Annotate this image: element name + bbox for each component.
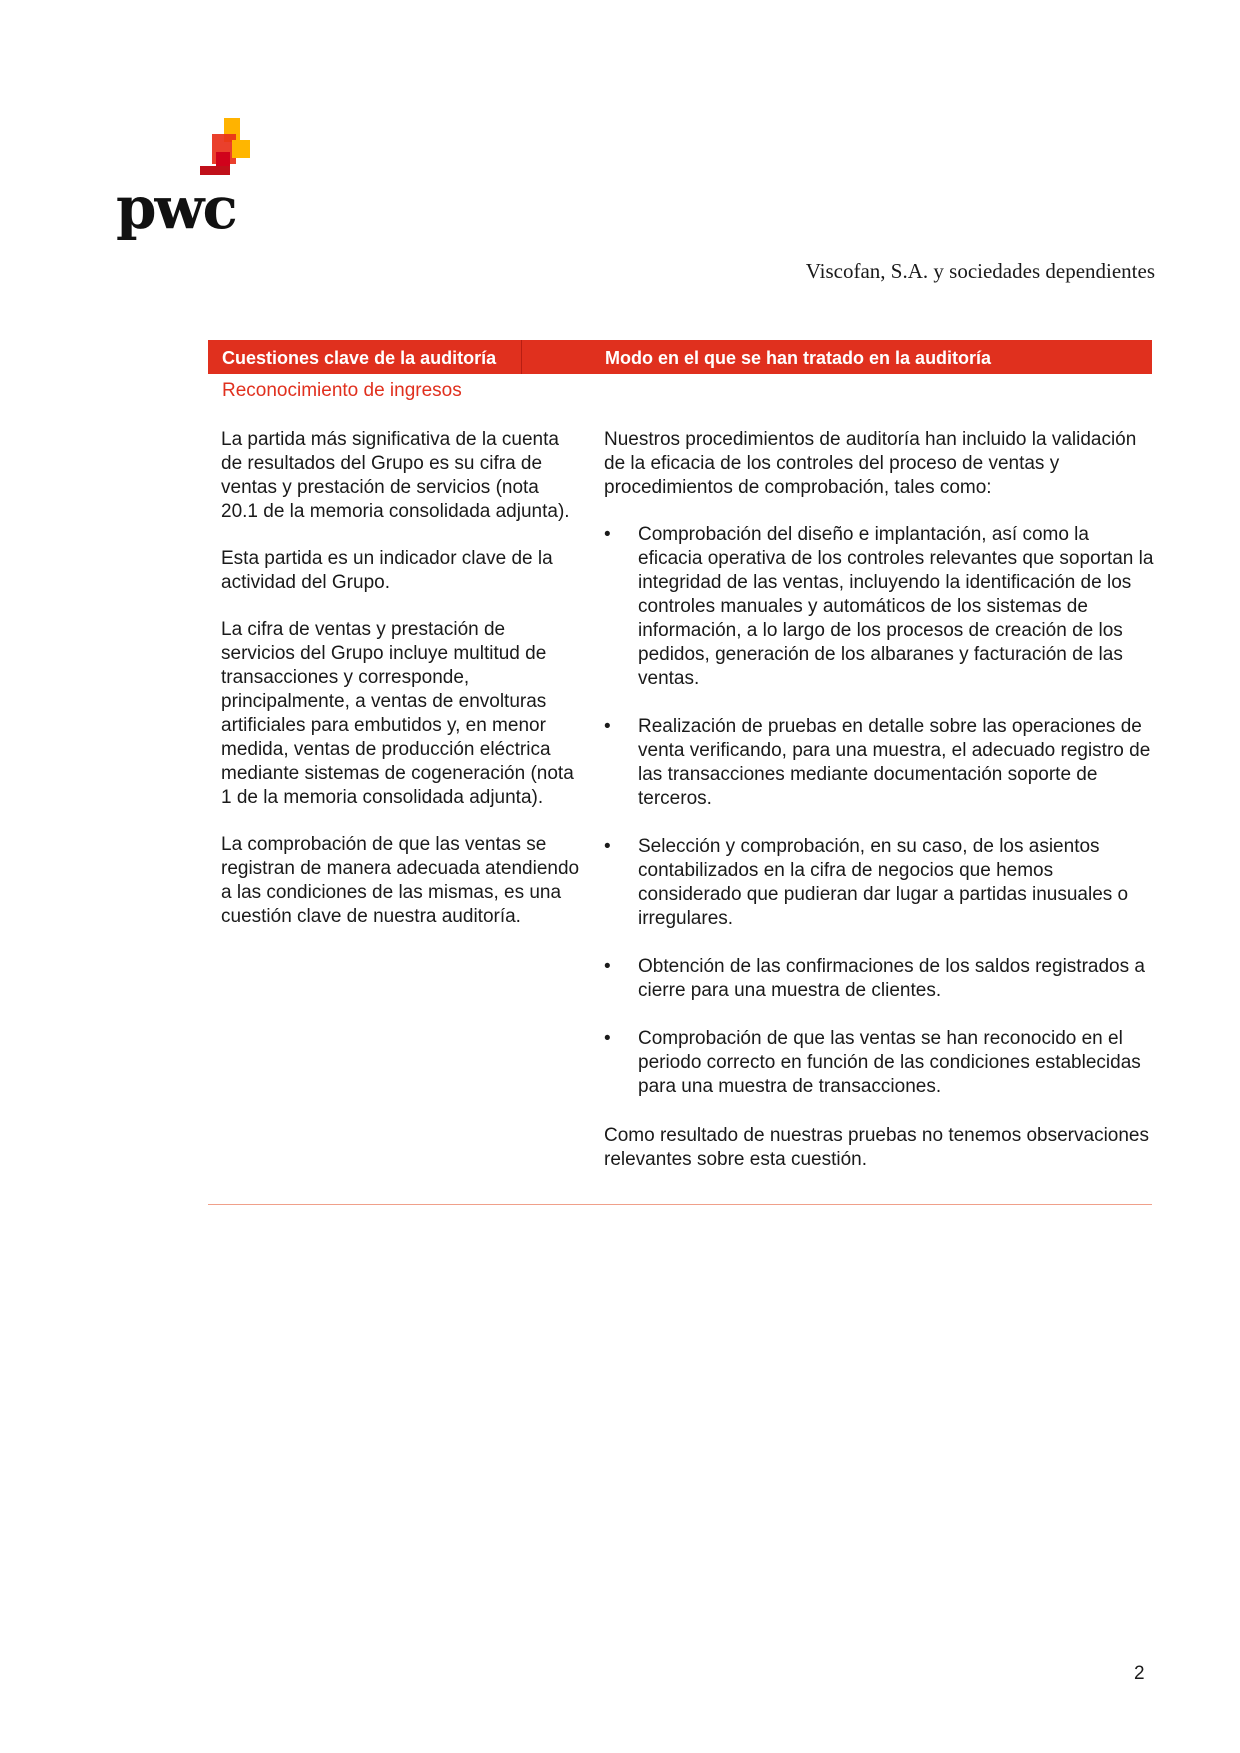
pwc-logo: [116, 112, 276, 242]
header-key-audit-matters: Cuestiones clave de la auditoría: [222, 348, 497, 368]
left-paragraph: La comprobación de que las ventas se registran de manera adecuada atendiendo a las condiciones de las mismas, es una cuestión clave de nuestra auditoría.: [221, 834, 580, 927]
list-item-text: Comprobación de que las ventas se han reconocido en el periodo correcto en función de las condiciones establecidas para una muestra de transacciones.: [638, 1028, 1141, 1097]
list-item-text: Obtención de las confirmaciones de los saldos registrados a cierre para una muestra de clientes.: [638, 956, 1145, 1001]
page-number: 2: [1134, 1663, 1145, 1684]
bullet-icon: •: [604, 1028, 611, 1049]
pwc-logo-icon: [184, 112, 284, 182]
header-divider: [521, 340, 522, 374]
list-item: [604, 835, 1156, 931]
list-item-text: Selección y comprobación, en su caso, de los asientos contabilizados en la cifra de negocios que hemos considerado que pudieran dar lugar a partidas inusuales o irregulares.: [638, 836, 1129, 929]
list-item: [604, 1027, 1156, 1099]
bullet-icon: •: [604, 716, 611, 737]
bullet-icon: •: [604, 956, 611, 977]
bullet-icon: •: [604, 524, 611, 545]
left-column: [221, 428, 581, 952]
right-column: [604, 428, 1156, 1195]
table-bottom-rule: [208, 1204, 1152, 1205]
list-item-text: Comprobación del diseño e implantación, así como la eficacia operativa de los controles relevantes que soportan la integridad de las ventas, incluyendo la identificación de los controles manuales y automáticos de los sistemas de información, a lo largo de los procesos de creación de los pedidos, generación de los albaranes y facturación de las ventas.: [638, 524, 1154, 689]
company-name: Viscofan, S.A. y sociedades dependientes: [805, 259, 1155, 283]
list-item: [604, 955, 1156, 1003]
logo-wordmark: pwc: [116, 174, 236, 242]
right-intro: Nuestros procedimientos de auditoría han incluido la validación de la eficacia de los controles del proceso de ventas y procedimientos de comprobación, tales como:: [604, 429, 1137, 498]
right-conclusion: Como resultado de nuestras pruebas no tenemos observaciones relevantes sobre esta cuestión.: [604, 1125, 1149, 1170]
left-paragraph: Esta partida es un indicador clave de la actividad del Grupo.: [221, 548, 553, 593]
header-audit-response: Modo en el que se han tratado en la auditoría: [605, 348, 992, 368]
left-paragraph: La partida más significativa de la cuenta de resultados del Grupo es su cifra de ventas y prestación de servicios (nota 20.1 de la memoria consolidada adjunta).: [221, 429, 570, 522]
bullet-icon: •: [604, 836, 611, 857]
table-header: [208, 340, 1152, 374]
left-paragraph: La cifra de ventas y prestación de servicios del Grupo incluye multitud de transacciones y corresponde, principalmente, a ventas de envolturas artificiales para embutidos y, en menor medida, ventas de producción eléctrica mediante sistemas de cogeneración (nota 1 de la memoria consolidada adjunta).: [221, 619, 574, 808]
procedure-list: [604, 523, 1156, 1099]
list-item: [604, 523, 1156, 691]
list-item-text: Realización de pruebas en detalle sobre las operaciones de venta verificando, para una muestra, el adecuado registro de las transacciones mediante documentación soporte de terceros.: [638, 716, 1151, 809]
list-item: [604, 715, 1156, 811]
matter-subheading: Reconocimiento de ingresos: [222, 380, 462, 401]
